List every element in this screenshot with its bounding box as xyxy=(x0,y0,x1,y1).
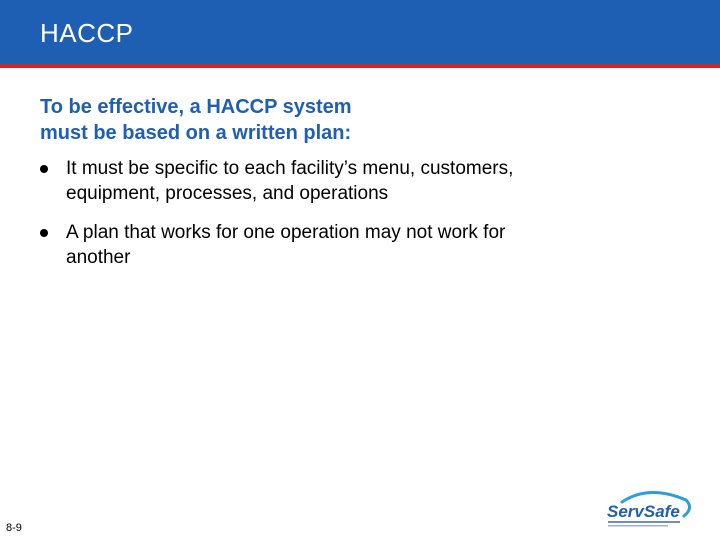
logo-wordmark: ServSafe xyxy=(607,502,680,521)
lead-text xyxy=(40,94,500,146)
lead-line-1: To be effective, a HACCP system xyxy=(40,96,352,118)
bullet-text: A plan that works for one operation may not work for another xyxy=(66,222,506,268)
page-number: 8-9 xyxy=(6,522,22,534)
lead-line-2: must be based on a written plan: xyxy=(40,122,352,144)
title-divider xyxy=(0,64,720,68)
bullet-list xyxy=(40,156,520,284)
servsafe-logo-icon xyxy=(604,490,694,530)
bullet-item xyxy=(40,220,520,270)
bullet-text: It must be specific to each facility’s menu, customers, equipment, processes, and operations xyxy=(66,158,514,204)
bullet-item xyxy=(40,156,520,206)
bullet-icon xyxy=(40,165,48,173)
title-bar xyxy=(0,0,720,64)
bullet-icon xyxy=(40,229,48,237)
slide-title: HACCP xyxy=(40,18,134,48)
